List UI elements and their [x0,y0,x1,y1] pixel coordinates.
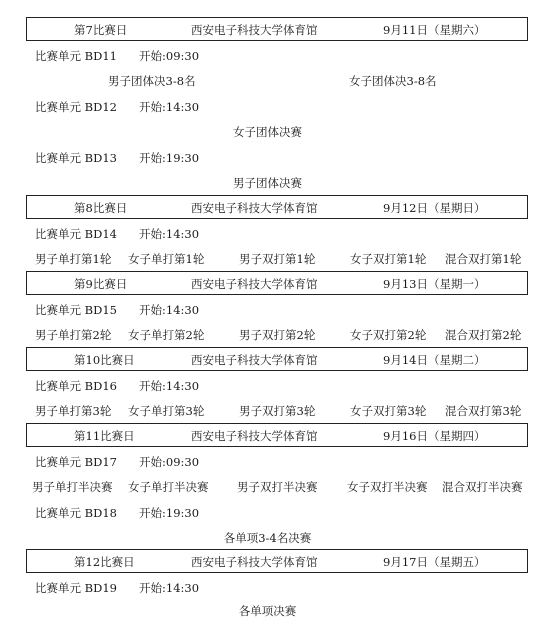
session-bd17 [35,454,199,470]
event-item: 男子单打第1轮 [35,252,112,266]
session-label: 比赛单元 BD17 [35,455,117,469]
day-date: 9月17日（星期五） [383,555,486,569]
day-date: 9月16日（星期四） [383,429,486,443]
day-header-8 [26,195,528,219]
event-item: 女子双打半决赛 [347,480,428,494]
event-item: 男子团体决3-8名 [108,74,196,88]
session-start: 开始:14:30 [139,379,200,393]
session-bd13 [35,150,199,166]
event-item: 男子团体决赛 [233,176,302,190]
day-venue: 西安电子科技大学体育馆 [191,555,318,569]
session-bd11 [35,48,199,64]
day-date: 9月12日（星期日） [383,201,486,215]
event-item: 混合双打半决赛 [442,480,523,494]
event-item: 男子单打半决赛 [32,480,113,494]
day-label: 第11比赛日 [74,429,135,443]
day-venue: 西安电子科技大学体育馆 [191,23,318,37]
day-date: 9月13日（星期一） [383,277,486,291]
event-item: 混合双打第1轮 [445,252,522,266]
session-start: 开始:14:30 [139,581,200,595]
session-bd12 [35,99,199,115]
day-header-9 [26,271,528,295]
event-item: 女子单打第2轮 [128,328,205,342]
event-item: 女子团体决赛 [233,125,302,139]
session-label: 比赛单元 BD15 [35,303,117,317]
day-label: 第10比赛日 [74,353,135,367]
day-label: 第8比赛日 [74,201,128,215]
day-date: 9月14日（星期二） [383,353,486,367]
session-bd14 [35,226,199,242]
event-item: 女子双打第3轮 [350,404,427,418]
session-label: 比赛单元 BD11 [35,49,117,63]
session-label: 比赛单元 BD14 [35,227,117,241]
event-item: 男子单打第3轮 [35,404,112,418]
session-start: 开始:19:30 [139,151,200,165]
event-item: 男子单打第2轮 [35,328,112,342]
event-item: 各单项决赛 [238,604,297,618]
session-start: 开始:09:30 [139,49,200,63]
session-start: 开始:19:30 [139,506,200,520]
session-bd15 [35,302,199,318]
day-label: 第7比赛日 [74,23,128,37]
session-bd16 [35,378,199,394]
day-venue: 西安电子科技大学体育馆 [191,429,318,443]
day-header-7 [26,17,528,41]
event-item: 各单项3-4名决赛 [223,531,312,545]
session-label: 比赛单元 BD16 [35,379,117,393]
session-start: 开始:09:30 [139,455,200,469]
event-item: 男子双打第2轮 [239,328,316,342]
day-label: 第9比赛日 [74,277,128,291]
session-start: 开始:14:30 [139,303,200,317]
day-venue: 西安电子科技大学体育馆 [191,353,318,367]
session-label: 比赛单元 BD12 [35,100,117,114]
event-item: 混合双打第2轮 [445,328,522,342]
event-item: 混合双打第3轮 [445,404,522,418]
event-item: 女子双打第1轮 [350,252,427,266]
session-bd18 [35,505,199,521]
day-venue: 西安电子科技大学体育馆 [191,277,318,291]
event-item: 女子单打半决赛 [128,480,209,494]
day-header-11 [26,423,528,447]
day-header-12 [26,549,528,573]
session-label: 比赛单元 BD19 [35,581,117,595]
session-label: 比赛单元 BD18 [35,506,117,520]
event-item: 女子单打第1轮 [128,252,205,266]
event-item: 女子双打第2轮 [350,328,427,342]
session-label: 比赛单元 BD13 [35,151,117,165]
event-item: 男子双打第3轮 [239,404,316,418]
day-venue: 西安电子科技大学体育馆 [191,201,318,215]
event-item: 男子双打半决赛 [237,480,318,494]
day-label: 第12比赛日 [74,555,135,569]
event-item: 男子双打第1轮 [239,252,316,266]
event-item: 女子单打第3轮 [128,404,205,418]
session-start: 开始:14:30 [139,100,200,114]
event-item: 女子团体决3-8名 [349,74,437,88]
day-header-10 [26,347,528,371]
session-bd19 [35,580,199,596]
day-date: 9月11日（星期六） [383,23,486,37]
session-start: 开始:14:30 [139,227,200,241]
